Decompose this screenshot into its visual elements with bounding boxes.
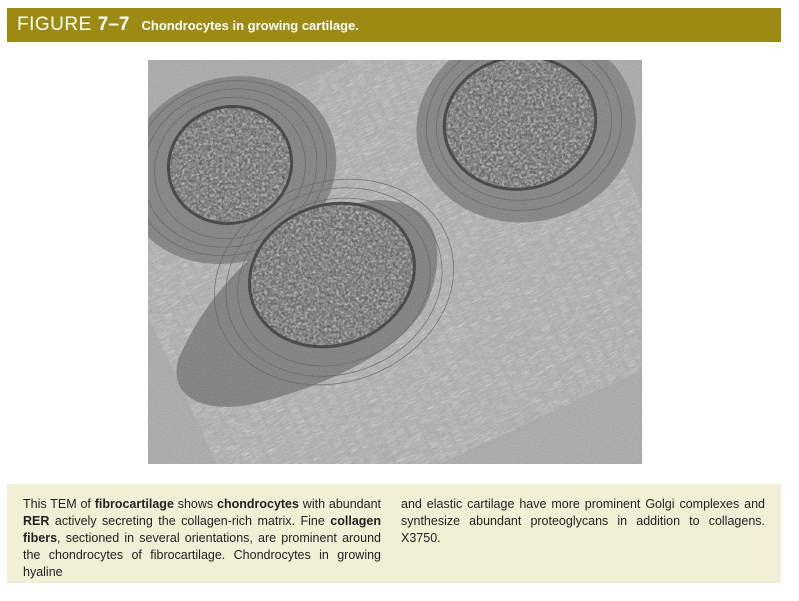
figure-title: Chondrocytes in growing cartilage. [141, 17, 359, 33]
caption-term-fibrocartilage: fibrocartilage [94, 497, 174, 511]
caption-text: , sectioned in several orientations, are prominent around the chondrocytes of fibrocartilage. Chondrocytes in growing hyaline [23, 531, 381, 579]
caption-left-column [23, 496, 381, 583]
figure-header [7, 8, 781, 42]
figure-caption [7, 484, 781, 583]
figure-label-number: 7–7 [97, 14, 130, 35]
caption-text: This TEM of [23, 497, 95, 511]
caption-text: actively secreting the collagen-rich matrix. Fine [49, 514, 331, 528]
caption-text: with abundant [298, 497, 381, 511]
caption-term-chondrocytes: chondrocytes [217, 497, 299, 511]
tem-micrograph [148, 60, 642, 464]
caption-text: shows [173, 497, 217, 511]
caption-term-collagen-fibers: collagen fibers [23, 514, 381, 545]
micrograph-image [148, 60, 642, 464]
caption-right-column: and elastic cartilage have more prominent Golgi complexes and synthesize abundant proteoglycans in addition to collagens. X3750. [401, 497, 765, 545]
caption-term-rer: RER [23, 514, 50, 528]
figure-label-word: FIGURE [17, 14, 92, 35]
